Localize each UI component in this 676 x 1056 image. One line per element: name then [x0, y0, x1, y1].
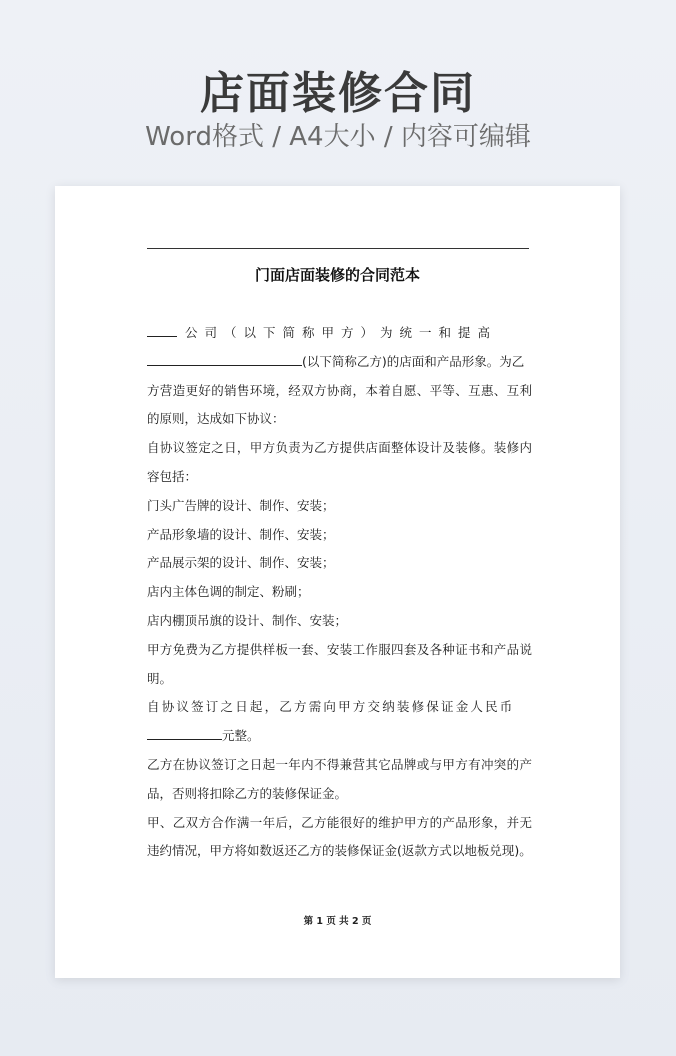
intro-rest: 方营造更好的销售环境，经双方协商，本着自愿、平等、互惠、互利的原则，达成如下协议：	[147, 382, 532, 427]
deposit-line-1	[147, 693, 532, 722]
deposit-amount-blank	[147, 725, 222, 740]
design-paragraph: 自协议签定之日，甲方负责为乙方提供店面整体设计及装修。装修内容包括：	[147, 440, 532, 484]
refund-paragraph: 甲、乙双方合作满一年后，乙方能很好的维护甲方的产品形象，并无违约情况，甲方将如数返还乙方的装修保证金(返款方式以地板兑现)。	[147, 814, 532, 859]
company-blank	[147, 322, 177, 337]
deposit-line-2	[147, 722, 532, 751]
deposit-line1-text: 自协议签订之日起，乙方需向甲方交纳装修保证金人民币	[147, 699, 515, 715]
banner-title: 店面装修合同	[200, 68, 476, 119]
free-items-paragraph: 甲方免费为乙方提供样板一套、安装工作服四套及各种证书和产品说明。	[147, 641, 532, 686]
list-item: 产品展示架的设计、制作、安装；	[147, 555, 335, 571]
document-body	[147, 319, 532, 866]
deposit-line2-text: 元整。	[222, 728, 260, 744]
list-item: 店内棚顶吊旗的设计、制作、安装；	[147, 612, 348, 628]
party-b-blank	[147, 351, 302, 366]
document-title: 门面店面装修的合同范本	[254, 266, 420, 284]
banner-subtitle: Word格式 / A4大小 / 内容可编辑	[145, 122, 531, 152]
list-item: 店内主体色调的制定、粉刷；	[147, 584, 310, 600]
intro-line-2	[147, 348, 532, 377]
page-footer: 第 1 页 共 2 页	[303, 916, 372, 927]
list-item: 产品形象墙的设计、制作、安装；	[147, 526, 335, 542]
intro-line2-text: (以下简称乙方)的店面和产品形象。为乙	[302, 353, 525, 369]
list-item: 门头广告牌的设计、制作、安装；	[147, 497, 335, 513]
intro-line1-text: 公司（以下简称甲方）为统一和提高	[185, 325, 498, 340]
noncompete-paragraph: 乙方在协议签订之日起一年内不得兼营其它品牌或与甲方有冲突的产品，否则将扣除乙方的装修保证金。	[147, 756, 532, 801]
document-page	[55, 186, 620, 978]
intro-line-1	[147, 319, 532, 348]
header-rule	[147, 248, 529, 249]
